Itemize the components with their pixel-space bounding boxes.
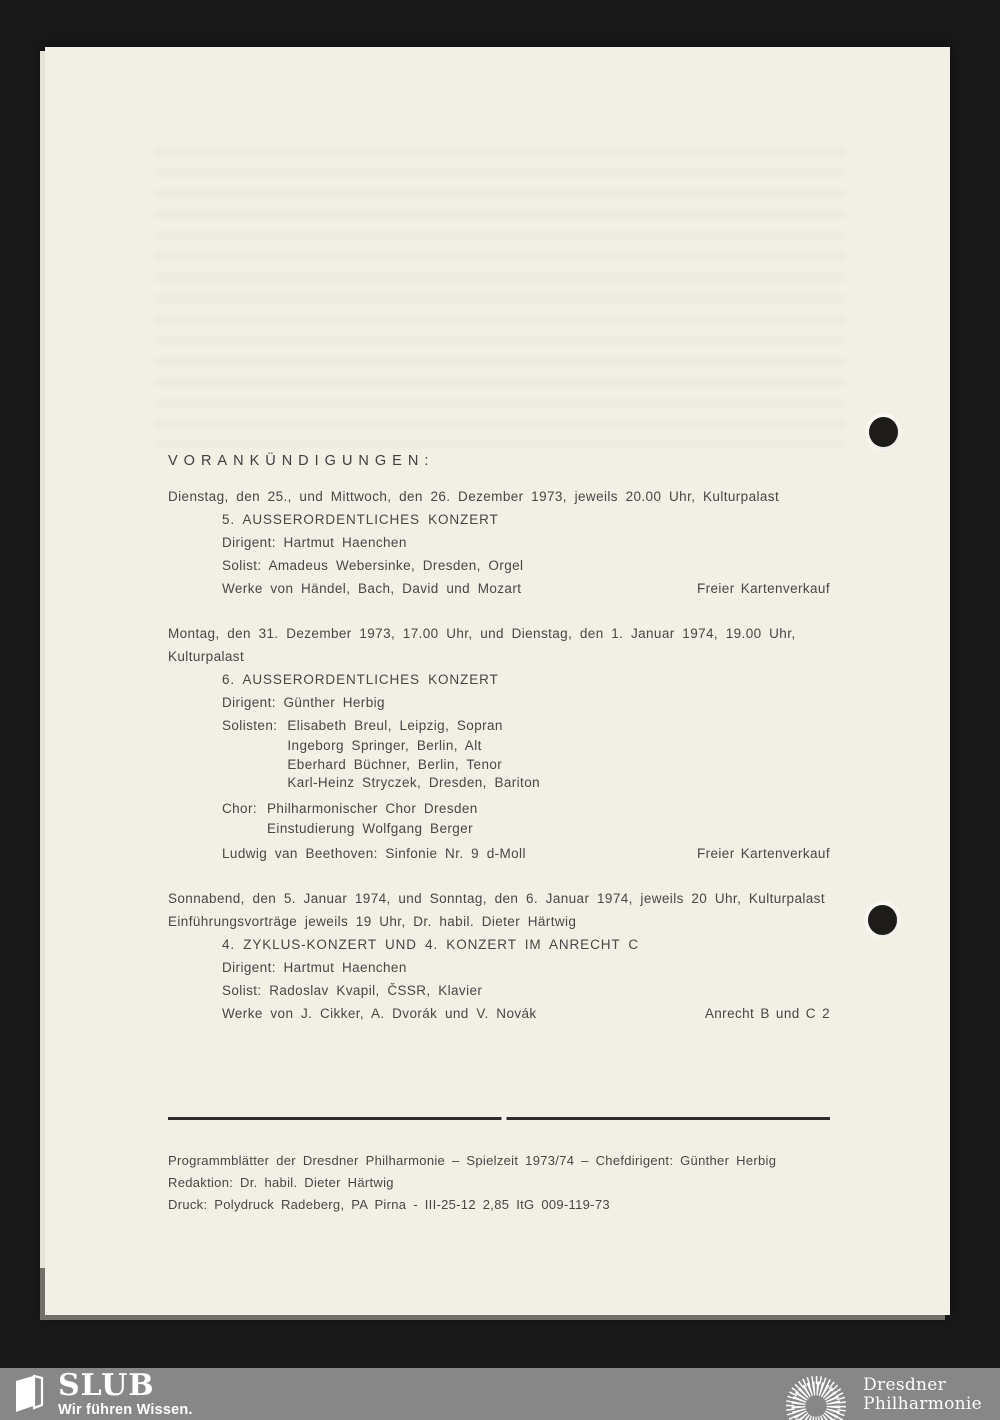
choir-group	[222, 797, 830, 839]
imprint-line: Programmblätter der Dresdner Philharmonie – Spielzeit 1973/74 – Chefdirigent: Günther Herbig	[168, 1152, 777, 1168]
event-date-continued: Einführungsvorträge jeweils 19 Uhr, Dr. habil. Dieter Härtwig	[168, 914, 577, 929]
event-works: Werke von Händel, Bach, David und Mozart	[222, 581, 522, 596]
subscription-note: Anrecht B und C 2	[704, 1006, 830, 1021]
event-title: 6. AUSSERORDENTLICHES KONZERT	[222, 672, 499, 687]
slub-wordmark: SLUB	[58, 1368, 155, 1403]
event-soloist: Solist: Amadeus Webersinke, Dresden, Orgel	[222, 558, 524, 573]
event-block-1	[168, 485, 830, 600]
event-soloist: Solist: Radoslav Kvapil, ČSSR, Klavier	[222, 983, 483, 998]
document-heading: VORANKÜNDIGUNGEN:	[168, 453, 435, 469]
imprint-divider	[168, 1117, 830, 1120]
philharmonie-name-line1: Dresdner	[863, 1375, 947, 1395]
soloist-name: Karl-Heinz Stryczek, Dresden, Bariton	[287, 775, 541, 790]
event-date: Montag, den 31. Dezember 1973, 17.00 Uhr, und Dienstag, den 1. Januar 1974, 19.00 Uhr,	[168, 626, 796, 641]
document-body	[168, 451, 830, 1025]
choir-line: Einstudierung Wolfgang Berger	[267, 820, 473, 836]
event-title: 4. ZYKLUS-KONZERT UND 4. KONZERT IM ANRECHT C	[222, 937, 640, 952]
soloists-label: Solisten:	[222, 718, 278, 733]
event-block-2	[168, 622, 830, 865]
event-date: Sonnabend, den 5. Januar 1974, und Sonntag, den 6. Januar 1974, jeweils 20 Uhr, Kulturpalast	[168, 891, 825, 906]
event-conductor: Dirigent: Hartmut Haenchen	[222, 960, 407, 975]
soloist-name: Ingeborg Springer, Berlin, Alt	[287, 738, 482, 753]
philharmonie-name	[863, 1376, 982, 1414]
choir-lines	[267, 797, 478, 839]
choir-label: Chor:	[222, 800, 258, 816]
soloist-name: Elisabeth Breul, Leipzig, Sopran	[287, 718, 503, 733]
page-bleedthrough	[155, 147, 845, 447]
viewer-bottom-bar	[0, 1368, 1000, 1420]
imprint-line: Druck: Polydruck Radeberg, PA Pirna - III-25-12 2,85 ItG 009-119-73	[168, 1196, 610, 1212]
soloists-group	[222, 714, 830, 793]
philharmonie-starburst-icon	[779, 1369, 853, 1420]
slub-logo[interactable]	[14, 1368, 193, 1418]
imprint-section	[168, 1117, 830, 1216]
event-works-row	[222, 1002, 830, 1025]
availability-note: Freier Kartenverkauf	[696, 581, 830, 596]
event-date: Dienstag, den 25., und Mittwoch, den 26. Dezember 1973, jeweils 20.00 Uhr, Kulturpalast	[168, 489, 780, 504]
punch-hole-bottom	[868, 905, 897, 935]
event-works-row	[222, 842, 830, 865]
choir-line: Philharmonischer Chor Dresden	[267, 800, 478, 816]
event-block-3	[168, 887, 830, 1025]
philharmonie-name-line2: Philharmonie	[863, 1394, 982, 1414]
availability-note: Freier Kartenverkauf	[696, 846, 830, 861]
event-conductor: Dirigent: Günther Herbig	[222, 695, 385, 710]
imprint-line: Redaktion: Dr. habil. Dieter Härtwig	[168, 1174, 394, 1190]
punch-hole-top	[869, 417, 898, 447]
slub-book-icon	[14, 1374, 44, 1414]
slub-tagline: Wir führen Wissen.	[58, 1402, 193, 1418]
philharmonie-logo[interactable]	[779, 1368, 982, 1420]
soloists-list	[287, 714, 540, 793]
event-works: Werke von J. Cikker, A. Dvorák und V. Novák	[222, 1006, 537, 1021]
scanned-page	[45, 47, 950, 1315]
event-works: Ludwig van Beethoven: Sinfonie Nr. 9 d-Moll	[222, 846, 526, 861]
soloist-name: Eberhard Büchner, Berlin, Tenor	[287, 756, 503, 772]
event-date-continued: Kulturpalast	[168, 649, 245, 664]
event-works-row	[222, 577, 830, 600]
event-title: 5. AUSSERORDENTLICHES KONZERT	[222, 512, 499, 527]
event-conductor: Dirigent: Hartmut Haenchen	[222, 535, 407, 550]
